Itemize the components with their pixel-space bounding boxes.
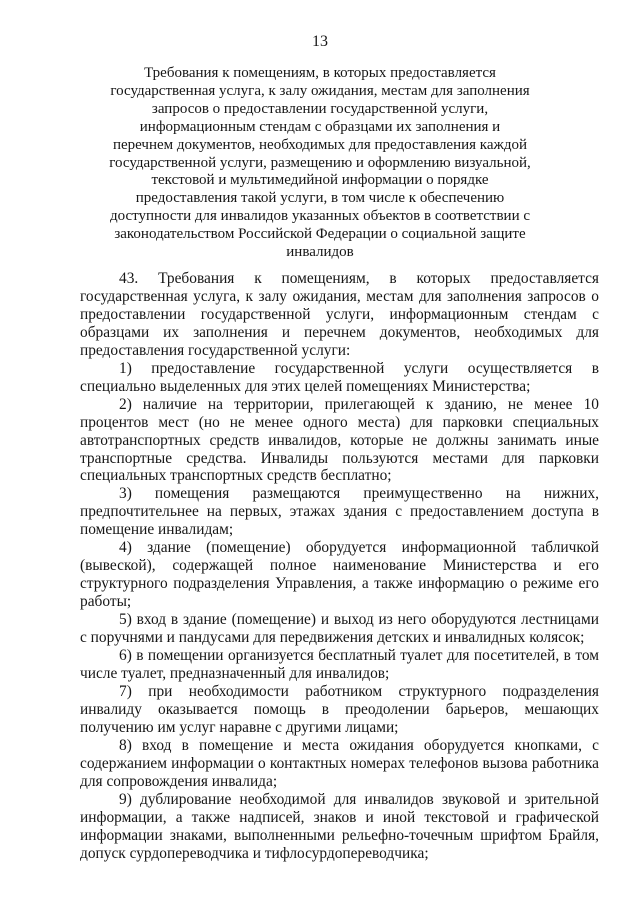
document-body bbox=[80, 270, 599, 862]
heading-line: предоставления такой услуги, в том числе к обеспечению bbox=[135, 190, 505, 207]
page-number: 13 bbox=[312, 33, 328, 50]
list-item-7: 7) при необходимости работником структурного подразделения инвалиду оказывается помощь в преодолении барьеров, мешающих получению им услуг наравне с другими лицами; bbox=[80, 682, 599, 736]
list-item-9: 9) дублирование необходимой для инвалидов звуковой и зрительной информации, а также надписей, знаков и иной текстовой и графической информации знаками, выполненными рельефно-точечным шрифтом Брайля, допуск сурдопереводчика и тифлосурдопереводчика; bbox=[80, 790, 599, 862]
list-item-4: 4) здание (помещение) оборудуется информационной табличкой (вывеской), содержащей полное наименование Министерства и его структурного подразделения Управления, а также информацию о режиме его работы; bbox=[80, 539, 599, 611]
heading-line: государственной услуги, размещению и оформлению визуальной, bbox=[109, 154, 531, 171]
heading-line: информационным стендам с образцами их заполнения и bbox=[139, 118, 501, 135]
list-item-1: 1) предоставление государственной услуги осуществляется в специально выделенных для этих целей помещениях Министерства; bbox=[80, 359, 599, 395]
heading-line: перечнем документов, необходимых для предоставления каждой bbox=[112, 136, 528, 153]
heading-line: текстовой и мультимедийной информации о порядке bbox=[151, 172, 489, 189]
heading-line: инвалидов bbox=[286, 244, 354, 261]
list-item-5: 5) вход в здание (помещение) и выход из него оборудуются лестницами с поручнями и пандусами для передвижения детских и инвалидных колясок; bbox=[80, 611, 599, 647]
section-heading bbox=[100, 65, 540, 262]
heading-line: законодательством Российской Федерации о социальной защите bbox=[114, 226, 526, 243]
heading-line: государственная услуга, к залу ожидания, местам для заполнения bbox=[110, 82, 530, 99]
heading-line: доступности для инвалидов указанных объектов в соответствии с bbox=[109, 208, 531, 225]
list-item-3: 3) помещения размещаются преимущественно на нижних, предпочтительнее на первых, этажах здания с предоставлением доступа в помещение инвалидам; bbox=[80, 485, 599, 539]
heading-line: запросов о предоставлении государственной услуги, bbox=[151, 100, 489, 117]
list-item-8: 8) вход в помещение и места ожидания оборудуется кнопками, с содержанием информации о контактных номерах телефонов вызова работника для сопровождения инвалида; bbox=[80, 736, 599, 790]
list-item-2: 2) наличие на территории, прилегающей к зданию, не менее 10 процентов мест (но не менее одного места) для парковки специальных автотранспортных средств инвалидов, которые не должны занимать иные транспортные средства. Инвалиды пользуются местами для парковки специальных транспортных средств бесплатно; bbox=[80, 395, 599, 485]
list-item-6: 6) в помещении организуется бесплатный туалет для посетителей, в том числе туалет, предназначенный для инвалидов; bbox=[80, 647, 599, 682]
heading-line: Требования к помещениям, в которых предоставляется bbox=[144, 65, 496, 81]
paragraph-43: 43. Требования к помещениям, в которых предоставляется государственная услуга, к залу ожидания, местам для заполнения запросов о предоставлении государственной услуги, информационным стендам с образцами их заполнения и перечнем документов, необходимых для предоставления государственной услуги: bbox=[80, 270, 599, 359]
